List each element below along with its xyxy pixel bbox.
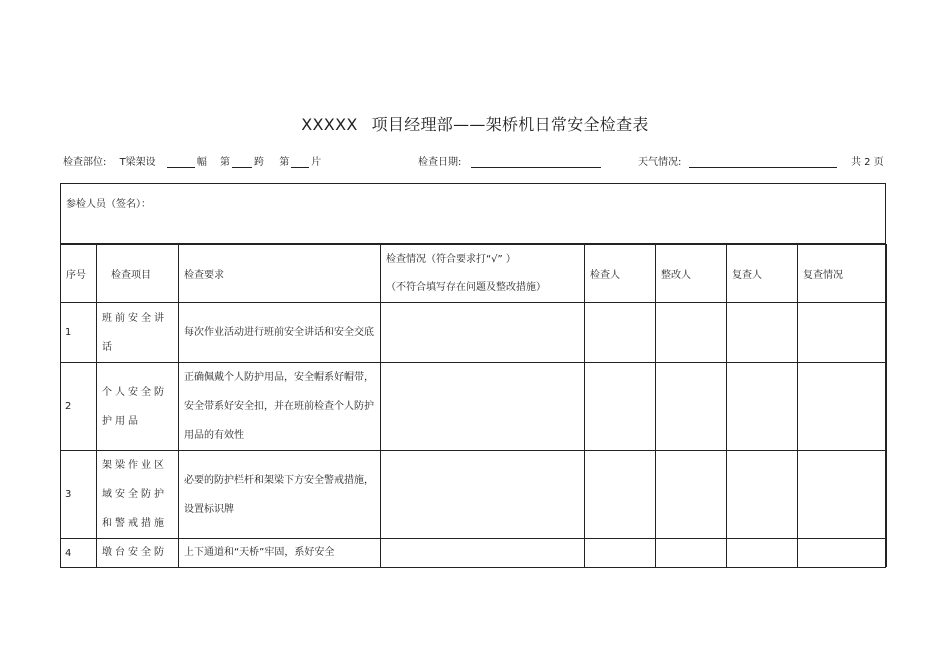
inspection-sheet xyxy=(60,183,886,568)
row-rectifier-cell[interactable] xyxy=(656,303,727,363)
date-label: 检查日期: xyxy=(418,157,462,168)
row-number: 1 xyxy=(61,303,97,363)
row-number: 4 xyxy=(61,539,97,568)
row-rechecker-cell[interactable] xyxy=(727,451,798,539)
location-label: 检查部位: xyxy=(63,157,107,168)
row-status-cell[interactable] xyxy=(381,539,585,568)
row-rectifier-cell[interactable] xyxy=(656,539,727,568)
table-row xyxy=(61,451,887,539)
kua-label: 跨 xyxy=(254,157,265,168)
table-row xyxy=(61,303,887,363)
pian-label: 片 xyxy=(311,157,322,168)
row-inspector-cell[interactable] xyxy=(585,451,656,539)
header-req: 检查要求 xyxy=(179,245,381,303)
inspection-table xyxy=(60,244,887,567)
row-status-cell[interactable] xyxy=(381,451,585,539)
location-field xyxy=(63,153,321,168)
date-blank[interactable] xyxy=(471,156,601,168)
row-requirement: 每次作业活动进行班前安全讲话和安全交底 xyxy=(179,303,381,363)
header-status-line1: 检查情况（符合要求打“√” ） xyxy=(386,253,516,265)
header-inspector: 检查人 xyxy=(585,245,656,303)
weather-field xyxy=(638,153,839,168)
row-recheck-cell[interactable] xyxy=(798,539,887,568)
row-inspector-cell[interactable] xyxy=(585,363,656,451)
row-number: 2 xyxy=(61,363,97,451)
header-row xyxy=(61,245,887,303)
header-status-line2: （不符合填写存在问题及整改措施） xyxy=(386,281,546,293)
fu-label: 幅 xyxy=(196,157,207,168)
row-inspector-cell[interactable] xyxy=(585,303,656,363)
row-rechecker-cell[interactable] xyxy=(727,303,798,363)
row-item: 架梁作业区域安全防护和警戒措施 xyxy=(97,451,179,539)
row-status-cell[interactable] xyxy=(381,303,585,363)
row-requirement: 上下通道和“天桥”牢固，系好安全 xyxy=(179,539,381,568)
row-inspector-cell[interactable] xyxy=(585,539,656,568)
row-requirement: 必要的防护栏杆和架梁下方安全警戒措施，设置标识牌 xyxy=(179,451,381,539)
participants-section[interactable] xyxy=(61,184,885,244)
weather-blank[interactable] xyxy=(689,156,837,168)
pian-blank[interactable] xyxy=(291,156,309,168)
di2-label: 第 xyxy=(279,157,290,168)
row-requirement: 正确佩戴个人防护用品，安全帽系好帽带，安全带系好安全扣，并在班前检查个人防护用品的有效性 xyxy=(179,363,381,451)
di1-label: 第 xyxy=(220,157,231,168)
date-field xyxy=(418,153,603,168)
row-item: 班前安全讲话 xyxy=(97,303,179,363)
row-item: 个人安全防护用品 xyxy=(97,363,179,451)
table-row xyxy=(61,539,887,568)
header-item: 检查项目 xyxy=(97,245,179,303)
row-rectifier-cell[interactable] xyxy=(656,363,727,451)
row-rechecker-cell[interactable] xyxy=(727,363,798,451)
weather-label: 天气情况: xyxy=(638,157,682,168)
row-number: 3 xyxy=(61,451,97,539)
header-rectifier: 整改人 xyxy=(656,245,727,303)
header-seq: 序号 xyxy=(61,245,97,303)
table-row xyxy=(61,363,887,451)
header-rechecker: 复查人 xyxy=(727,245,798,303)
row-recheck-cell[interactable] xyxy=(798,363,887,451)
header-recheck-status: 复查情况 xyxy=(798,245,887,303)
page-title xyxy=(0,112,950,135)
row-item: 墩台安全防 xyxy=(97,539,179,568)
kua-blank[interactable] xyxy=(232,156,252,168)
row-status-cell[interactable] xyxy=(381,363,585,451)
beam-label: T梁架设 xyxy=(119,157,156,168)
page-count: 共 2 页 xyxy=(851,157,884,168)
title-text: 项目经理部——架桥机日常安全检查表 xyxy=(371,115,649,134)
row-rectifier-cell[interactable] xyxy=(656,451,727,539)
header-status xyxy=(381,245,585,303)
row-recheck-cell[interactable] xyxy=(798,451,887,539)
row-recheck-cell[interactable] xyxy=(798,303,887,363)
participants-label: 参检人员（签名）： xyxy=(66,199,151,210)
row-rechecker-cell[interactable] xyxy=(727,539,798,568)
fu-blank[interactable] xyxy=(167,156,195,168)
title-code: XXXXX xyxy=(301,115,358,134)
